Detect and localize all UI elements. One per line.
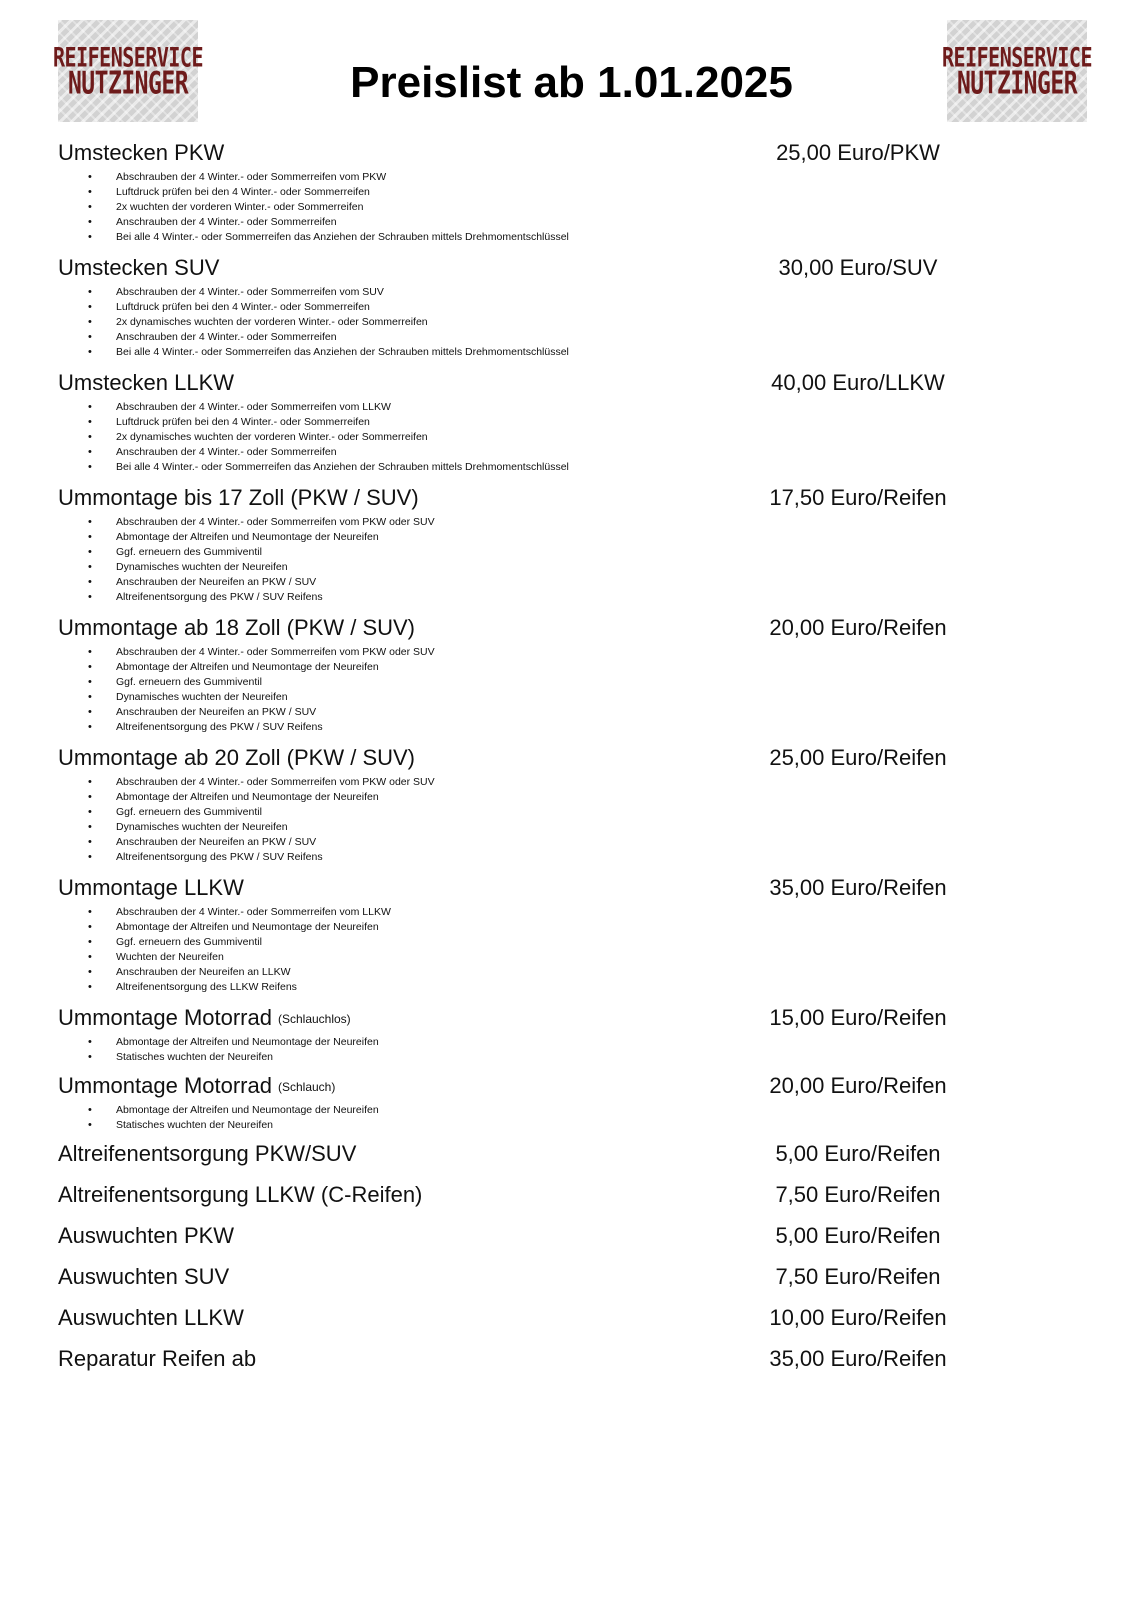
service-price: 10,00 Euro/Reifen: [769, 1305, 947, 1330]
detail-item: • Anschrauben der Neureifen an PKW / SUV: [116, 835, 1098, 850]
simple-items: [58, 1141, 1098, 1387]
service-details: [58, 1035, 1098, 1065]
detail-item: • Abschrauben der 4 Winter.- oder Sommerreifen vom PKW oder SUV: [116, 645, 1098, 660]
service-name-text: Ummontage Motorrad: [58, 1073, 272, 1098]
service-details: [58, 775, 1098, 865]
detail-item: • Bei alle 4 Winter.- oder Sommerreifen das Anziehen der Schrauben mittels Drehmomentschlüssel: [116, 460, 1098, 475]
service-name-text: Ummontage LLKW: [58, 875, 244, 900]
detail-item: • Abmontage der Altreifen und Neumontage der Neureifen: [116, 1035, 1098, 1050]
service-name-text: Ummontage ab 20 Zoll (PKW / SUV): [58, 745, 416, 770]
price-item-header: [58, 1264, 1098, 1305]
price-item-header: [58, 1182, 1098, 1223]
detail-item: • Statisches wuchten der Neureifen: [116, 1050, 1098, 1065]
price-item: [58, 1141, 1098, 1182]
price-item: [58, 1223, 1098, 1264]
service-name-text: Ummontage bis 17 Zoll (PKW / SUV): [58, 485, 419, 510]
price-item: [58, 1305, 1098, 1346]
detail-item: • Luftdruck prüfen bei den 4 Winter.- oder Sommerreifen: [116, 185, 1098, 200]
detail-item: • Abschrauben der 4 Winter.- oder Sommerreifen vom PKW: [116, 170, 1098, 185]
detail-item: • Ggf. erneuern des Gummiventil: [116, 545, 1098, 560]
price-item: [58, 485, 1098, 615]
service-details: [58, 400, 1098, 475]
service-price: 20,00 Euro/Reifen: [769, 615, 947, 640]
price-list: [58, 140, 1098, 1387]
detail-item: • Abmontage der Altreifen und Neumontage der Neureifen: [116, 1103, 1098, 1118]
price-item-header: [58, 1141, 1098, 1182]
service-name: [58, 485, 419, 511]
detail-item: • Abschrauben der 4 Winter.- oder Sommerreifen vom LLKW: [116, 400, 1098, 415]
service-price: 7,50 Euro/Reifen: [775, 1182, 941, 1207]
service-name-text: Ummontage Motorrad: [58, 1005, 272, 1030]
price-item-header: [58, 745, 1098, 775]
detail-item: • 2x dynamisches wuchten der vorderen Winter.- oder Sommerreifen: [116, 315, 1098, 330]
price-item-header: [58, 1005, 1098, 1035]
service-price: 25,00 Euro/PKW: [776, 140, 940, 165]
price-item: [58, 1005, 1098, 1073]
service-name: Auswuchten SUV: [58, 1264, 230, 1289]
price-item: [58, 615, 1098, 745]
price-item-header: [58, 370, 1098, 400]
detail-item: • Statisches wuchten der Neureifen: [116, 1118, 1098, 1133]
price-item-header: [58, 140, 1098, 170]
service-price: 20,00 Euro/Reifen: [769, 1073, 947, 1098]
service-details: [58, 285, 1098, 360]
spacer: [58, 1133, 1098, 1141]
detail-item: • Anschrauben der 4 Winter.- oder Sommerreifen: [116, 330, 1098, 345]
service-name: [58, 140, 224, 166]
detail-item: • Anschrauben der Neureifen an PKW / SUV: [116, 575, 1098, 590]
logo-line1: REIFENSERVICE: [941, 40, 1093, 73]
spacer: [58, 735, 1098, 745]
service-details: [58, 1103, 1098, 1133]
service-price: 5,00 Euro/Reifen: [775, 1141, 941, 1166]
price-item: [58, 1182, 1098, 1223]
price-item-header: [58, 1073, 1098, 1103]
price-item: [58, 745, 1098, 875]
detail-item: • Anschrauben der 4 Winter.- oder Sommerreifen: [116, 445, 1098, 460]
detail-item: • Abmontage der Altreifen und Neumontage der Neureifen: [116, 530, 1098, 545]
detail-item: • Anschrauben der Neureifen an PKW / SUV: [116, 705, 1098, 720]
spacer: [58, 865, 1098, 875]
service-price: 40,00 Euro/LLKW: [771, 370, 945, 395]
service-price: 35,00 Euro/Reifen: [769, 875, 947, 900]
logo-right: [941, 20, 1093, 122]
detail-item: • Abschrauben der 4 Winter.- oder Sommerreifen vom SUV: [116, 285, 1098, 300]
detail-item: • Wuchten der Neureifen: [116, 950, 1098, 965]
price-item: [58, 370, 1098, 485]
service-price: 25,00 Euro/Reifen: [769, 745, 947, 770]
spacer: [58, 1065, 1098, 1073]
service-name-text: Umstecken SUV: [58, 255, 220, 280]
price-item-header: [58, 255, 1098, 285]
service-price: 35,00 Euro/Reifen: [769, 1346, 947, 1371]
detail-item: • Altreifenentsorgung des PKW / SUV Reifens: [116, 720, 1098, 735]
logo-line2: NUTZINGER: [67, 65, 189, 101]
detail-item: • Altreifenentsorgung des PKW / SUV Reifens: [116, 850, 1098, 865]
price-item-header: [58, 615, 1098, 645]
spacer: [58, 605, 1098, 615]
service-name: [58, 875, 244, 901]
service-name: Altreifenentsorgung LLKW (C-Reifen): [58, 1182, 423, 1207]
service-name: Altreifenentsorgung PKW/SUV: [58, 1141, 357, 1166]
page-title: Preislist ab 1.01.2025: [350, 58, 793, 107]
service-price: 30,00 Euro/SUV: [778, 255, 938, 280]
detail-item: • Ggf. erneuern des Gummiventil: [116, 675, 1098, 690]
service-name-text: Ummontage ab 18 Zoll (PKW / SUV): [58, 615, 416, 640]
detail-item: • Abmontage der Altreifen und Neumontage der Neureifen: [116, 660, 1098, 675]
service-details: [58, 170, 1098, 245]
price-item-header: [58, 1305, 1098, 1346]
service-price: 5,00 Euro/Reifen: [775, 1223, 941, 1248]
detail-item: • 2x wuchten der vorderen Winter.- oder Sommerreifen: [116, 200, 1098, 215]
price-item: [58, 255, 1098, 370]
detail-item: • Luftdruck prüfen bei den 4 Winter.- oder Sommerreifen: [116, 300, 1098, 315]
service-name: [58, 745, 415, 771]
logo-line2: NUTZINGER: [956, 65, 1078, 101]
service-details: [58, 905, 1098, 995]
spacer: [58, 475, 1098, 485]
detail-item: • Altreifenentsorgung des LLKW Reifens: [116, 980, 1098, 995]
price-item: [58, 1346, 1098, 1387]
service-name: Auswuchten LLKW: [58, 1305, 244, 1330]
price-item: [58, 1073, 1098, 1141]
service-name: [58, 1073, 335, 1099]
spacer: [58, 245, 1098, 255]
detail-item: • Abmontage der Altreifen und Neumontage der Neureifen: [116, 920, 1098, 935]
service-name-text: Umstecken PKW: [58, 140, 225, 165]
service-name-text: Umstecken LLKW: [58, 370, 235, 395]
spacer: [58, 360, 1098, 370]
service-price: 15,00 Euro/Reifen: [769, 1005, 947, 1030]
logo-line1: REIFENSERVICE: [52, 40, 204, 73]
price-item: [58, 1264, 1098, 1305]
detail-item: • 2x dynamisches wuchten der vorderen Winter.- oder Sommerreifen: [116, 430, 1098, 445]
detail-item: • Anschrauben der Neureifen an LLKW: [116, 965, 1098, 980]
price-item: [58, 140, 1098, 255]
service-name: Auswuchten PKW: [58, 1223, 235, 1248]
detail-item: • Luftdruck prüfen bei den 4 Winter.- oder Sommerreifen: [116, 415, 1098, 430]
price-item: [58, 875, 1098, 1005]
price-item-header: [58, 875, 1098, 905]
detail-item: • Ggf. erneuern des Gummiventil: [116, 935, 1098, 950]
detail-item: • Abschrauben der 4 Winter.- oder Sommerreifen vom PKW oder SUV: [116, 515, 1098, 530]
price-item-header: [58, 1223, 1098, 1264]
service-details: [58, 645, 1098, 735]
service-name: [58, 370, 234, 396]
detail-item: • Anschrauben der 4 Winter.- oder Sommerreifen: [116, 215, 1098, 230]
detail-item: • Abmontage der Altreifen und Neumontage der Neureifen: [116, 790, 1098, 805]
detail-item: • Bei alle 4 Winter.- oder Sommerreifen das Anziehen der Schrauben mittels Drehmomentschlüssel: [116, 230, 1098, 245]
service-name: [58, 255, 219, 281]
spacer: [58, 995, 1098, 1005]
service-name: Reparatur Reifen ab: [58, 1346, 257, 1371]
service-note: (Schlauchlos): [277, 1012, 351, 1026]
detail-item: • Dynamisches wuchten der Neureifen: [116, 560, 1098, 575]
service-price: 7,50 Euro/Reifen: [775, 1264, 941, 1289]
service-name: [58, 615, 415, 641]
service-details: [58, 515, 1098, 605]
price-item-header: [58, 485, 1098, 515]
price-item-header: [58, 1346, 1098, 1387]
service-name: [58, 1005, 351, 1031]
detail-item: • Dynamisches wuchten der Neureifen: [116, 690, 1098, 705]
service-note: (Schlauch): [277, 1080, 336, 1094]
detail-item: • Dynamisches wuchten der Neureifen: [116, 820, 1098, 835]
detail-item: • Bei alle 4 Winter.- oder Sommerreifen das Anziehen der Schrauben mittels Drehmomentschlüssel: [116, 345, 1098, 360]
detail-item: • Altreifenentsorgung des PKW / SUV Reifens: [116, 590, 1098, 605]
service-price: 17,50 Euro/Reifen: [769, 485, 947, 510]
service-items: [58, 140, 1098, 1141]
detail-item: • Ggf. erneuern des Gummiventil: [116, 805, 1098, 820]
detail-item: • Abschrauben der 4 Winter.- oder Sommerreifen vom LLKW: [116, 905, 1098, 920]
detail-item: • Abschrauben der 4 Winter.- oder Sommerreifen vom PKW oder SUV: [116, 775, 1098, 790]
